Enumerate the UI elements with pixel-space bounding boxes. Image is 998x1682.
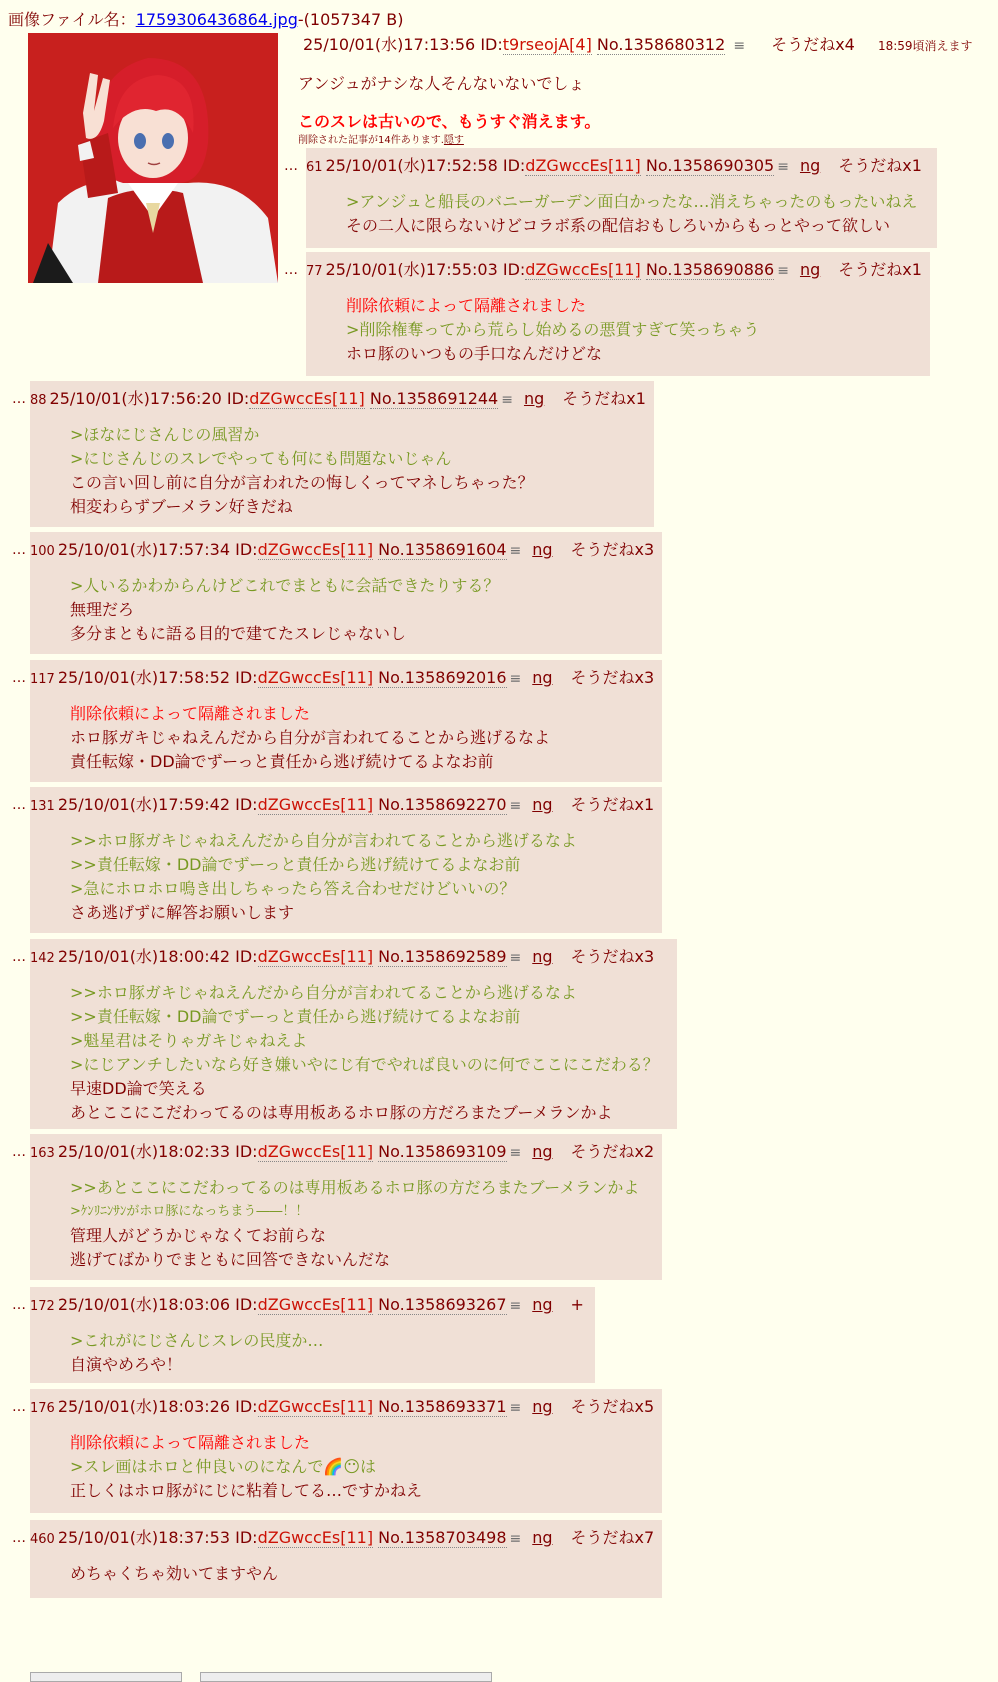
reply-no[interactable]: No.1358692270: [378, 795, 507, 814]
quote-line: >急にホロホロ鳴き出しちゃったら答え合わせだけどいいの？: [70, 879, 516, 898]
reply-body: [70, 702, 550, 774]
reply-id[interactable]: dZGwccEs[11]: [249, 389, 365, 408]
quote-line: >アンジュと船長のバニーガーデン面白かったな…消えちゃったのもったいねえ: [346, 192, 918, 211]
reply-body: [70, 574, 499, 646]
reply-body: [346, 190, 917, 238]
reply-line: 正しくはホロ豚がにじに粘着してる…ですかねえ: [70, 1481, 423, 1500]
ng-link[interactable]: ng: [532, 795, 553, 814]
sodane-button[interactable]: そうだねx1: [838, 156, 922, 175]
menu-icon[interactable]: ≡: [501, 392, 513, 408]
reply-header: [306, 154, 922, 180]
reply-dots: …: [284, 262, 298, 278]
reply-no[interactable]: No.1358692589: [378, 947, 507, 966]
sodane-button[interactable]: そうだねx5: [570, 1397, 655, 1416]
quote-line: >>あとここにこだわってるのは専用板あるホロ豚の方だろまたブーメランかよ: [70, 1178, 640, 1197]
sodane-button[interactable]: そうだねx7: [570, 1528, 655, 1547]
bottom-input-2[interactable]: [200, 1672, 492, 1682]
reply-no[interactable]: No.1358691604: [378, 540, 507, 559]
menu-icon[interactable]: ≡: [509, 543, 522, 559]
reply-header: [30, 387, 646, 413]
reply-id[interactable]: dZGwccEs[11]: [525, 260, 641, 279]
reply-body: [70, 1562, 278, 1586]
reply-id[interactable]: dZGwccEs[11]: [257, 947, 374, 966]
reply-dots: …: [12, 1297, 26, 1313]
file-size: -(1057347 B): [297, 10, 404, 29]
op-header: [303, 33, 973, 58]
reply-id[interactable]: dZGwccEs[11]: [525, 156, 641, 175]
reply-line: 相変わらずブーメラン好きだね: [70, 497, 293, 516]
menu-icon[interactable]: ≡: [509, 1400, 522, 1416]
reply-line: 無理だろ: [70, 600, 135, 619]
op-id[interactable]: t9rseojA[4]: [502, 35, 592, 54]
reply-body: [70, 423, 534, 519]
reply-line: 管理人がどうかじゃなくてお前らな: [70, 1226, 327, 1245]
reply-res-number: 100: [30, 544, 55, 559]
quote-line: >魁星君はそりゃガキじゃねえよ: [70, 1031, 308, 1050]
reply-line: 責任転嫁・DD論でずーっと責任から逃げ続けてるよなお前: [70, 752, 494, 771]
reply-body: [70, 1329, 323, 1377]
reply-post: [30, 660, 662, 782]
deleted-note-text: 削除された記事が14件あります.: [298, 135, 444, 146]
reply-header: [30, 1140, 654, 1166]
sodane-button[interactable]: そうだねx1: [562, 389, 646, 408]
sodane-button[interactable]: +: [570, 1295, 584, 1314]
reply-id[interactable]: dZGwccEs[11]: [257, 540, 374, 559]
reply-date: 25/10/01(水)17:52:58: [325, 156, 498, 175]
reply-header: [30, 1526, 654, 1552]
file-info: [8, 8, 403, 32]
reply-dots: …: [12, 797, 26, 813]
reply-no[interactable]: No.1358693267: [378, 1295, 507, 1314]
reply-res-number: 460: [30, 1532, 55, 1547]
ng-link[interactable]: ng: [532, 1528, 553, 1547]
menu-icon[interactable]: ≡: [509, 798, 522, 814]
reply-date: 25/10/01(水)17:58:52: [57, 668, 231, 687]
deleted-note: [298, 134, 600, 148]
reply-res-number: 172: [30, 1299, 55, 1314]
hide-link[interactable]: 隠す: [443, 135, 464, 146]
reply-header: [30, 945, 654, 971]
menu-icon[interactable]: ≡: [733, 38, 746, 54]
reply-header: [30, 1293, 584, 1319]
reply-no[interactable]: No.1358693371: [378, 1397, 507, 1416]
reply-dots: …: [12, 542, 26, 558]
reply-date: 25/10/01(水)17:55:03: [325, 260, 498, 279]
reply-id-label: ID:: [502, 156, 526, 175]
reply-dots: …: [12, 949, 26, 965]
reply-date: 25/10/01(水)18:02:33: [57, 1142, 231, 1161]
thread-image[interactable]: [28, 33, 278, 283]
reply-id-label: ID:: [235, 1142, 258, 1161]
menu-icon[interactable]: ≡: [509, 1531, 522, 1547]
op-no[interactable]: No.1358680312: [596, 35, 726, 54]
quote-line: >削除権奪ってから荒らし始めるの悪質すぎて笑っちゃう: [346, 320, 760, 339]
deleted-notice: 削除依頼によって隔離されました: [70, 1433, 311, 1452]
quote-line: >>ホロ豚ガキじゃねえんだから自分が言われてることから逃げるなよ: [70, 983, 577, 1002]
reply-id-label: ID:: [235, 668, 258, 687]
ng-link[interactable]: ng: [799, 260, 821, 279]
reply-line: 逃げてばかりでまともに回答できないんだな: [70, 1250, 391, 1269]
reply-post: [306, 148, 937, 248]
reply-res-number: 176: [30, 1401, 55, 1416]
op-body: [298, 72, 600, 148]
reply-header: [30, 666, 654, 692]
op-date: 25/10/01(水)17:13:56: [303, 35, 476, 54]
sodane-button[interactable]: そうだねx3: [570, 540, 655, 559]
reply-date: 25/10/01(水)18:03:06: [57, 1295, 231, 1314]
sodane-button[interactable]: そうだねx3: [570, 947, 655, 966]
sodane-button[interactable]: そうだねx1: [570, 795, 655, 814]
reply-res-number: 117: [30, 672, 55, 687]
reply-line: 自演やめろや！: [70, 1355, 183, 1374]
reply-post: [30, 532, 662, 654]
reply-dots: …: [284, 158, 298, 174]
reply-header: [30, 1395, 654, 1421]
reply-res-number: 142: [30, 951, 55, 966]
reply-body: [70, 1176, 639, 1272]
reply-post: [30, 1520, 662, 1598]
reply-date: 25/10/01(水)17:56:20: [49, 389, 222, 408]
reply-header: [30, 538, 654, 564]
reply-post: [30, 1134, 662, 1280]
file-link[interactable]: 1759306436864.jpg: [135, 10, 298, 29]
quote-line: >これがにじさんじスレの民度か…: [70, 1331, 324, 1350]
reply-id-label: ID:: [235, 795, 258, 814]
reply-res-number: 88: [30, 393, 47, 408]
op-sodane[interactable]: そうだねx4: [771, 35, 855, 54]
quote-line: >ｹﾝﾘﾆﾝｻﾝがホロ豚になっちまう――！！: [70, 1204, 309, 1219]
reply-date: 25/10/01(水)17:59:42: [57, 795, 231, 814]
reply-post: [30, 381, 654, 527]
reply-line: 早速DD論で笑える: [70, 1079, 207, 1098]
reply-id-label: ID:: [235, 1397, 258, 1416]
reply-id[interactable]: dZGwccEs[11]: [257, 668, 374, 687]
file-prefix: 画像ファイル名：: [8, 10, 136, 29]
quote-line: >人いるかわからんけどこれでまともに会話できたりする？: [70, 576, 500, 595]
reply-id[interactable]: dZGwccEs[11]: [257, 1295, 374, 1314]
reply-no[interactable]: No.1358693109: [378, 1142, 507, 1161]
reply-line: ホロ豚ガキじゃねえんだから自分が言われてることから逃げるなよ: [70, 728, 551, 747]
reply-dots: …: [12, 1530, 26, 1546]
sodane-button[interactable]: そうだねx2: [570, 1142, 655, 1161]
reply-id-label: ID:: [226, 389, 250, 408]
menu-icon[interactable]: ≡: [777, 159, 789, 175]
ng-link[interactable]: ng: [532, 668, 553, 687]
quote-line: >スレ画はホロと仲良いのになんで🌈😶は: [70, 1457, 377, 1476]
menu-icon[interactable]: ≡: [509, 1298, 522, 1314]
deleted-notice: 削除依頼によって隔離されました: [346, 296, 587, 315]
sodane-button[interactable]: そうだねx1: [838, 260, 922, 279]
reply-no[interactable]: No.1358690886: [645, 260, 775, 279]
reply-line: めちゃくちゃ効いてますやん: [70, 1564, 279, 1583]
reply-res-number: 163: [30, 1146, 55, 1161]
ng-link[interactable]: ng: [532, 540, 553, 559]
sodane-button[interactable]: そうだねx3: [570, 668, 655, 687]
reply-body: [70, 981, 659, 1125]
reply-dots: …: [12, 670, 26, 686]
quote-line: >にじアンチしたいなら好き嫌いやにじ有でやれば良いのに何でここにこだわる？: [70, 1055, 659, 1074]
reply-res-number: 77: [306, 264, 323, 279]
ng-link[interactable]: ng: [799, 156, 821, 175]
reply-dots: …: [12, 391, 26, 407]
reply-body: [70, 1431, 422, 1503]
reply-id-label: ID:: [235, 947, 258, 966]
op-id-label: ID:: [480, 35, 503, 54]
reply-post: [306, 252, 930, 376]
reply-line: 多分まともに語る目的で建てたスレじゃないし: [70, 624, 407, 643]
menu-icon[interactable]: ≡: [509, 671, 522, 687]
deleted-notice: 削除依頼によって隔離されました: [70, 704, 311, 723]
quote-line: >>責任転嫁・DD論でずーっと責任から逃げ続けてるよなお前: [70, 1007, 521, 1026]
menu-icon[interactable]: ≡: [509, 1145, 522, 1161]
ng-link[interactable]: ng: [532, 1397, 553, 1416]
reply-line: この言い回し前に自分が言われたの悔しくってマネしちゃった？: [70, 473, 534, 492]
reply-body: [70, 829, 577, 925]
reply-dots: …: [12, 1399, 26, 1415]
reply-no[interactable]: No.1358692016: [378, 668, 507, 687]
ng-link[interactable]: ng: [532, 1142, 553, 1161]
reply-date: 25/10/01(水)18:03:26: [57, 1397, 231, 1416]
reply-line: あとここにこだわってるのは専用板あるホロ豚の方だろまたブーメランかよ: [70, 1103, 613, 1122]
reply-no[interactable]: No.1358703498: [378, 1528, 507, 1547]
reply-id[interactable]: dZGwccEs[11]: [257, 795, 374, 814]
op-text: アンジュがナシな人そんないないでしょ: [298, 74, 585, 93]
reply-line: その二人に限らないけどコラボ系の配信おもしろいからもっとやって欲しい: [346, 216, 891, 235]
reply-id[interactable]: dZGwccEs[11]: [257, 1397, 374, 1416]
reply-date: 25/10/01(水)18:37:53: [57, 1528, 231, 1547]
reply-id[interactable]: dZGwccEs[11]: [257, 1142, 374, 1161]
reply-line: さあ逃げずに解答お願いします: [70, 903, 295, 922]
reply-body: [346, 294, 759, 366]
reply-post: [30, 787, 662, 933]
ng-link[interactable]: ng: [532, 947, 553, 966]
reply-id-label: ID:: [235, 1295, 258, 1314]
quote-line: >>ホロ豚ガキじゃねえんだから自分が言われてることから逃げるなよ: [70, 831, 577, 850]
quote-line: >にじさんじのスレでやっても何にも問題ないじゃん: [70, 449, 452, 468]
reply-post: [30, 939, 677, 1129]
reply-res-number: 131: [30, 799, 55, 814]
reply-date: 25/10/01(水)17:57:34: [57, 540, 231, 559]
reply-res-number: 61: [306, 160, 323, 175]
quote-line: >ほなにじさんじの風習か: [70, 425, 260, 444]
op-expire: 18:59頃消えます: [877, 39, 973, 53]
reply-post: [30, 1389, 662, 1513]
reply-id-label: ID:: [502, 260, 526, 279]
reply-post: [30, 1287, 595, 1383]
ng-link[interactable]: ng: [532, 1295, 553, 1314]
ng-link[interactable]: ng: [523, 389, 545, 408]
reply-header: [30, 793, 654, 819]
menu-icon[interactable]: ≡: [509, 950, 522, 966]
reply-date: 25/10/01(水)18:00:42: [57, 947, 231, 966]
old-thread-warning: このスレは古いので、もうすぐ消えます。: [298, 112, 601, 131]
menu-icon[interactable]: ≡: [777, 263, 789, 279]
reply-no[interactable]: No.1358691244: [369, 389, 499, 408]
reply-header: [306, 258, 922, 284]
reply-id-label: ID:: [235, 1528, 258, 1547]
reply-id[interactable]: dZGwccEs[11]: [257, 1528, 374, 1547]
reply-no[interactable]: No.1358690305: [645, 156, 775, 175]
reply-line: ホロ豚のいつもの手口なんだけどな: [346, 344, 603, 363]
quote-line: >>責任転嫁・DD論でずーっと責任から逃げ続けてるよなお前: [70, 855, 521, 874]
reply-id-label: ID:: [235, 540, 258, 559]
reply-dots: …: [12, 1144, 26, 1160]
bottom-input[interactable]: [30, 1672, 182, 1682]
thread-image-art: [28, 33, 278, 283]
